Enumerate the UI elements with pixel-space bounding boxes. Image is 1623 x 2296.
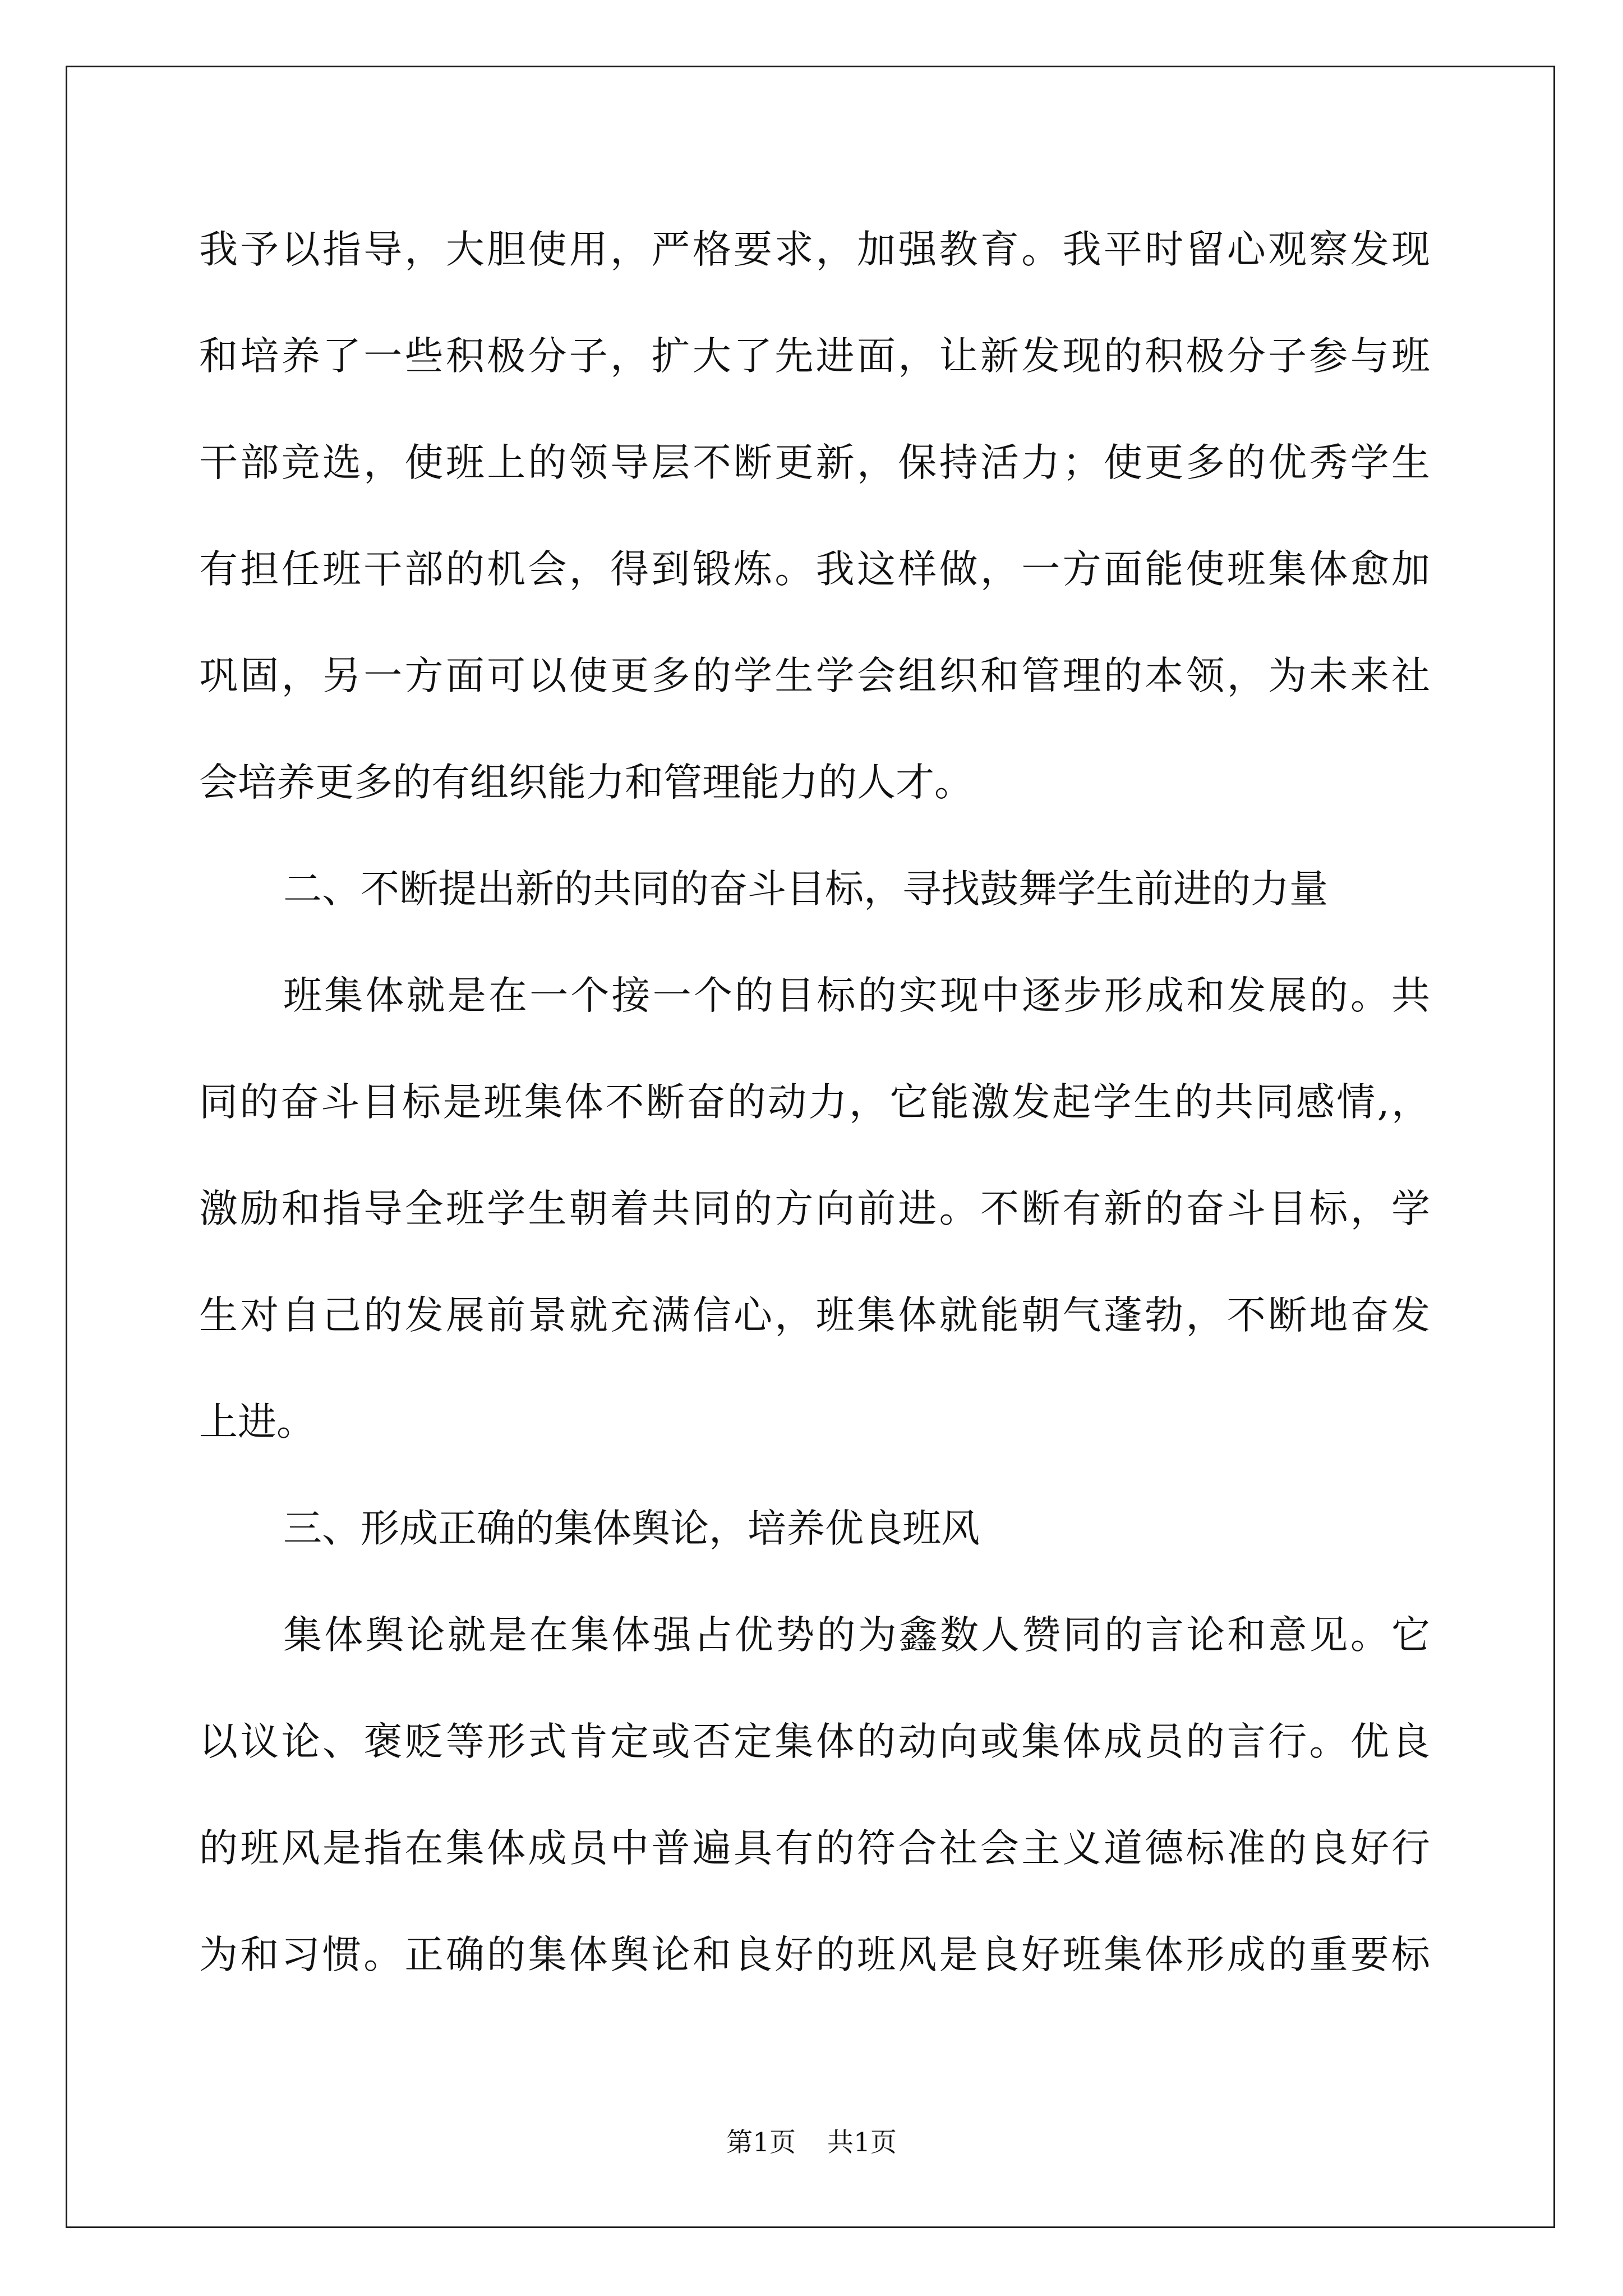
document-body bbox=[199, 216, 1430, 2028]
page-footer bbox=[0, 2126, 1623, 2160]
text-line: 班集体就是在一个接一个的目标的实现中逐步形成和发展的。共 bbox=[283, 973, 1430, 1018]
text-line: 为和习惯。正确的集体舆论和良好的班风是良好班集体形成的重要标 bbox=[199, 1932, 1430, 1977]
text-line: 会培养更多的有组织能力和管理能力的人才。 bbox=[199, 760, 973, 805]
section-heading: 二、不断提出新的共同的奋斗目标，寻找鼓舞学生前进的力量 bbox=[283, 867, 1328, 912]
text-line: 上进。 bbox=[199, 1400, 315, 1444]
text-line: 生对自己的发展前景就充满信心，班集体就能朝气蓬勃，不断地奋发 bbox=[199, 1293, 1430, 1338]
text-line: 巩固，另一方面可以使更多的学生学会组织和管理的本领，为未来社 bbox=[199, 654, 1430, 698]
page-total: 共1页 bbox=[827, 2127, 897, 2158]
page-number: 第1页 bbox=[726, 2127, 796, 2158]
text-line: 集体舆论就是在集体强占优势的为鑫数人赞同的言论和意见。它 bbox=[283, 1613, 1430, 1658]
text-line: 激励和指导全班学生朝着共同的方向前进。不断有新的奋斗目标，学 bbox=[199, 1186, 1430, 1231]
text-line: 干部竞选，使班上的领导层不断更新，保持活力；使更多的优秀学生 bbox=[199, 440, 1430, 485]
text-line: 同的奋斗目标是班集体不断奋的动力，它能激发起学生的共同感情,， bbox=[199, 1080, 1430, 1125]
section-heading: 三、形成正确的集体舆论，培养优良班风 bbox=[283, 1506, 980, 1551]
text-line: 有担任班干部的机会，得到锻炼。我这样做，一方面能使班集体愈加 bbox=[199, 547, 1430, 592]
text-line: 以议论、褒贬等形式肯定或否定集体的动向或集体成员的言行。优良 bbox=[199, 1719, 1430, 1764]
text-line: 和培养了一些积极分子，扩大了先进面，让新发现的积极分子参与班 bbox=[199, 334, 1430, 379]
text-line: 的班风是指在集体成员中普遍具有的符合社会主义道德标准的良好行 bbox=[199, 1826, 1430, 1871]
text-line: 我予以指导，大胆使用，严格要求，加强教育。我平时留心观察发现 bbox=[199, 227, 1430, 272]
